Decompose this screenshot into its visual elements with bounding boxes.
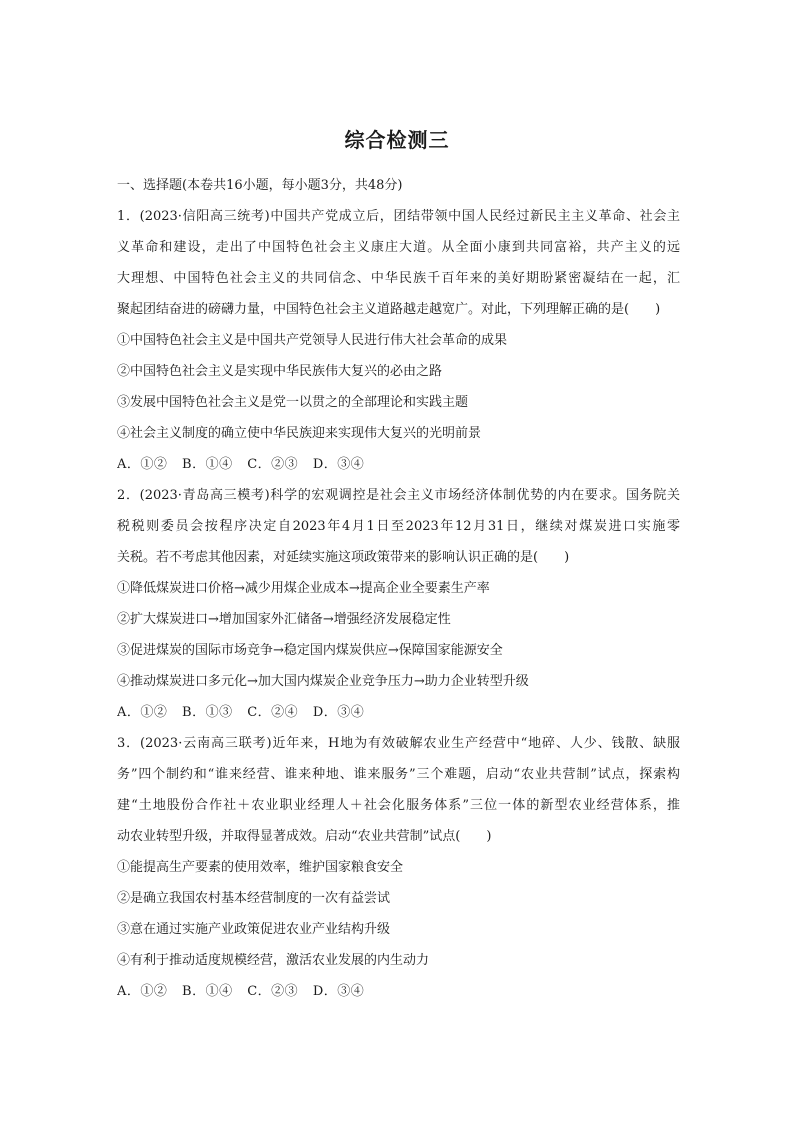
statement-option: ③促进煤炭的国际市场竞争→稳定国内煤炭供应→保障国家能源安全 xyxy=(117,643,503,658)
statement-option: ①能提高生产要素的使用效率，维护国家粮食安全 xyxy=(117,860,404,875)
statement-option: ④有利于推动适度规模经营，激活农业发展的内生动力 xyxy=(117,953,430,968)
statement-option: ③意在通过实施产业政策促进农业产业结构升级 xyxy=(117,922,391,937)
question-stem-line: 务”四个制约和“谁来经营、谁来种地、谁来服务”三个难题，启动“农业共营制”试点，探索构 xyxy=(117,767,680,782)
answer-choice-c: C．②④ xyxy=(247,705,299,720)
statement-option: ②中国特色社会主义是实现中华民族伟大复兴的必由之路 xyxy=(117,364,443,379)
statement-option: ③发展中国特色社会主义是党一以贯之的全部理论和实践主题 xyxy=(117,395,469,410)
question-stem-line: 关税。若不考虑其他因素，对延续实施这项政策带来的影响认识正确的是( ) xyxy=(117,550,570,565)
question-1 xyxy=(117,207,680,486)
question-stem-line: 2．(2023·青岛高三模考)科学的宏观调控是社会主义市场经济体制优势的内在要求。国务院关 xyxy=(117,488,680,503)
answer-choice-a: A．①② xyxy=(117,984,168,999)
answer-choice-d: D．③④ xyxy=(312,457,365,472)
answer-choice-d: D．③④ xyxy=(312,705,365,720)
question-stem-line: 聚起团结奋进的磅礴力量，中国特色社会主义道路越走越宽广。对此，下列理解正确的是( ) xyxy=(117,302,661,317)
question-stem-line: 大理想、中国特色社会主义的共同信念、中华民族千百年来的美好期盼紧密凝结在一起，汇 xyxy=(117,271,680,286)
answer-choice-c: C．②③ xyxy=(247,457,299,472)
question-stem-line: 税税则委员会按程序决定自2023年4月1日至2023年12月31日，继续对煤炭进口实施零 xyxy=(117,519,680,534)
statement-option: ①中国特色社会主义是中国共产党领导人民进行伟大社会革命的成果 xyxy=(117,333,508,348)
answer-choices xyxy=(117,703,680,734)
statement-option: ④推动煤炭进口多元化→加大国内煤炭企业竞争压力→助力企业转型升级 xyxy=(117,674,529,689)
statement-option: ④社会主义制度的确立使中华民族迎来实现伟大复兴的光明前景 xyxy=(117,426,482,441)
answer-choice-b: B．①④ xyxy=(182,457,233,472)
section-header: 一、选择题(本卷共16小题，每小题3分，共48分) xyxy=(117,178,403,193)
answer-choice-d: D．③④ xyxy=(312,984,365,999)
page-title: 综合检测三 xyxy=(344,128,450,152)
answer-choice-b: B．①④ xyxy=(182,984,233,999)
answer-choices xyxy=(117,982,680,1013)
answer-choice-a: A．①② xyxy=(117,457,168,472)
question-stem-line: 建“土地股份合作社＋农业职业经理人＋社会化服务体系”三位一体的新型农业经营体系，推 xyxy=(117,798,680,813)
question-stem-line: 动农业转型升级，并取得显著成效。启动“农业共营制”试点( ) xyxy=(117,829,492,844)
statement-option: ②是确立我国农村基本经营制度的一次有益尝试 xyxy=(117,891,391,906)
answer-choice-a: A．①② xyxy=(117,705,168,720)
answer-choice-b: B．①③ xyxy=(182,705,233,720)
answer-choices xyxy=(117,455,680,486)
question-2 xyxy=(117,486,680,734)
question-stem-line: 义革命和建设，走出了中国特色社会主义康庄大道。从全面小康到共同富裕，共产主义的远 xyxy=(117,240,680,255)
answer-choice-c: C．②③ xyxy=(247,984,299,999)
exam-content xyxy=(117,176,680,1013)
question-stem-line: 3．(2023·云南高三联考)近年来，H地为有效破解农业生产经营中“地碎、人少、钱散、缺服 xyxy=(117,736,680,751)
question-3 xyxy=(117,734,680,1013)
question-stem-line: 1．(2023·信阳高三统考)中国共产党成立后，团结带领中国人民经过新民主主义革命、社会主 xyxy=(117,209,680,224)
statement-option: ②扩大煤炭进口→增加国家外汇储备→增强经济发展稳定性 xyxy=(117,612,451,627)
statement-option: ①降低煤炭进口价格→减少用煤企业成本→提高企业全要素生产率 xyxy=(117,581,490,596)
